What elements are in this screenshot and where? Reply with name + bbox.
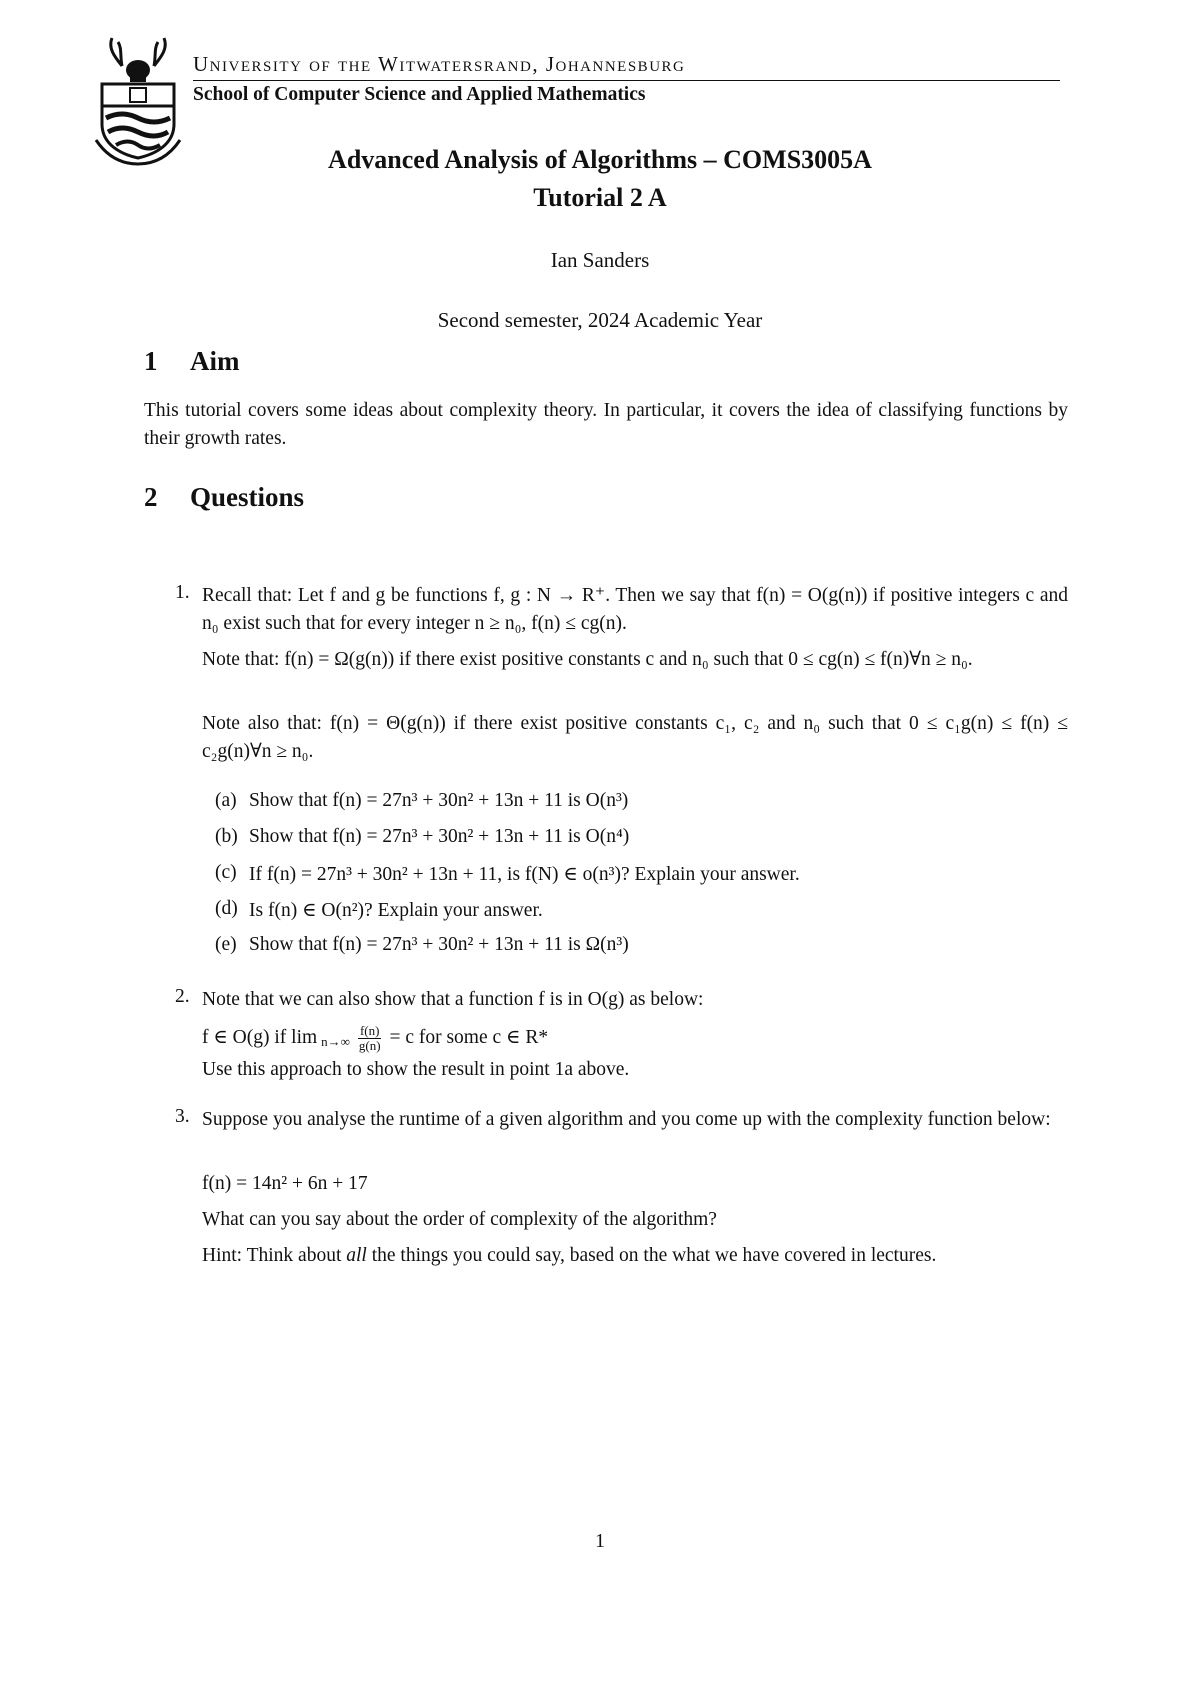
author: Ian Sanders: [550, 248, 650, 272]
question-1-note-omega: Note that: f(n) = Ω(g(n)) if there exist positive constants c and n₀ such that 0 ≤ cg(n) ≤ f(n)∀n ≥ n₀.: [202, 649, 973, 670]
section-title: Aim: [190, 346, 240, 376]
question-2-marker: 2.: [175, 986, 190, 1007]
school-name: School of Computer Science and Applied Mathematics: [193, 84, 646, 105]
university-name: University of the Witwatersrand, Johannesburg: [193, 52, 686, 76]
question-3-marker: 3.: [175, 1106, 190, 1127]
section-heading-aim: [144, 346, 240, 377]
question-1-recall: Recall that: Let f and g be functions f, g : N → R⁺. Then we say that f(n) = O(g(n)) if positive integers c and n₀ exist such that for every integer n ≥ n₀, f(n) ≤ cg(n).: [202, 585, 1068, 634]
tutorial-title: Tutorial 2 A: [533, 183, 667, 212]
question-2-instruction: Use this approach to show the result in point 1a above.: [202, 1059, 630, 1080]
subpart-label: (b): [215, 826, 238, 847]
question-3-formula: f(n) = 14n² + 6n + 17: [202, 1173, 368, 1194]
section-number: 1: [144, 346, 158, 376]
date: Second semester, 2024 Academic Year: [437, 308, 763, 332]
question-3-question: What can you say about the order of complexity of the algorithm?: [202, 1209, 717, 1230]
header-rule: [193, 80, 1060, 81]
fraction-numerator: f(n): [359, 1022, 380, 1038]
subpart-text: Show that f(n) = 27n³ + 30n² + 13n + 11 is O(n³): [249, 790, 629, 811]
formula-tail: = c for some c ∈ R*: [389, 1027, 549, 1048]
section-title: Questions: [190, 482, 305, 512]
question-3-hint: [202, 1242, 1068, 1270]
formula-fraction: [358, 1024, 382, 1053]
question-1-marker: 1.: [175, 582, 190, 603]
question-2-limit-formula: [202, 1020, 1068, 1056]
subpart-text: If f(n) = 27n³ + 30n² + 13n + 11, is f(N) ∈ o(n³)? Explain your answer.: [249, 864, 800, 885]
question-1-note-theta: Note also that: f(n) = Θ(g(n)) if there exist positive constants c₁, c₂ and n₀ such that 0 ≤ c₁g(n) ≤ f(n) ≤ c₂g(n)∀n ≥ n₀.: [202, 713, 1068, 762]
subpart-text: Show that f(n) = 27n³ + 30n² + 13n + 11 is Ω(n³): [249, 934, 629, 955]
section-number: 2: [144, 482, 158, 512]
subpart-text: Show that f(n) = 27n³ + 30n² + 13n + 11 is O(n⁴): [249, 826, 630, 847]
subpart-label: (d): [215, 898, 238, 919]
section-heading-questions: [144, 482, 304, 513]
page-number: 1: [595, 1530, 605, 1552]
formula-subscript: n→∞: [321, 1034, 350, 1049]
subpart-label: (c): [215, 862, 237, 883]
question-3-intro: Suppose you analyse the runtime of a given algorithm and you come up with the complexity function below:: [202, 1109, 1051, 1130]
hint-prefix: Hint: Think about: [202, 1245, 342, 1266]
subpart-label: (a): [215, 790, 237, 811]
formula-lead: f ∈ O(g) if lim: [202, 1027, 318, 1048]
hint-emphasis: all: [346, 1245, 367, 1266]
course-title: Advanced Analysis of Algorithms – COMS3005A: [328, 145, 872, 174]
aim-paragraph: This tutorial covers some ideas about complexity theory. In particular, it covers the idea of classifying functions by their growth rates.: [144, 400, 1068, 449]
hint-suffix: the things you could say, based on the what we have covered in lectures.: [371, 1245, 937, 1266]
fraction-denominator: g(n): [358, 1037, 381, 1053]
subpart-label: (e): [215, 934, 237, 955]
subpart-text: Is f(n) ∈ O(n²)? Explain your answer.: [249, 900, 543, 921]
question-2-intro: Note that we can also show that a function f is in O(g) as below:: [202, 989, 704, 1010]
